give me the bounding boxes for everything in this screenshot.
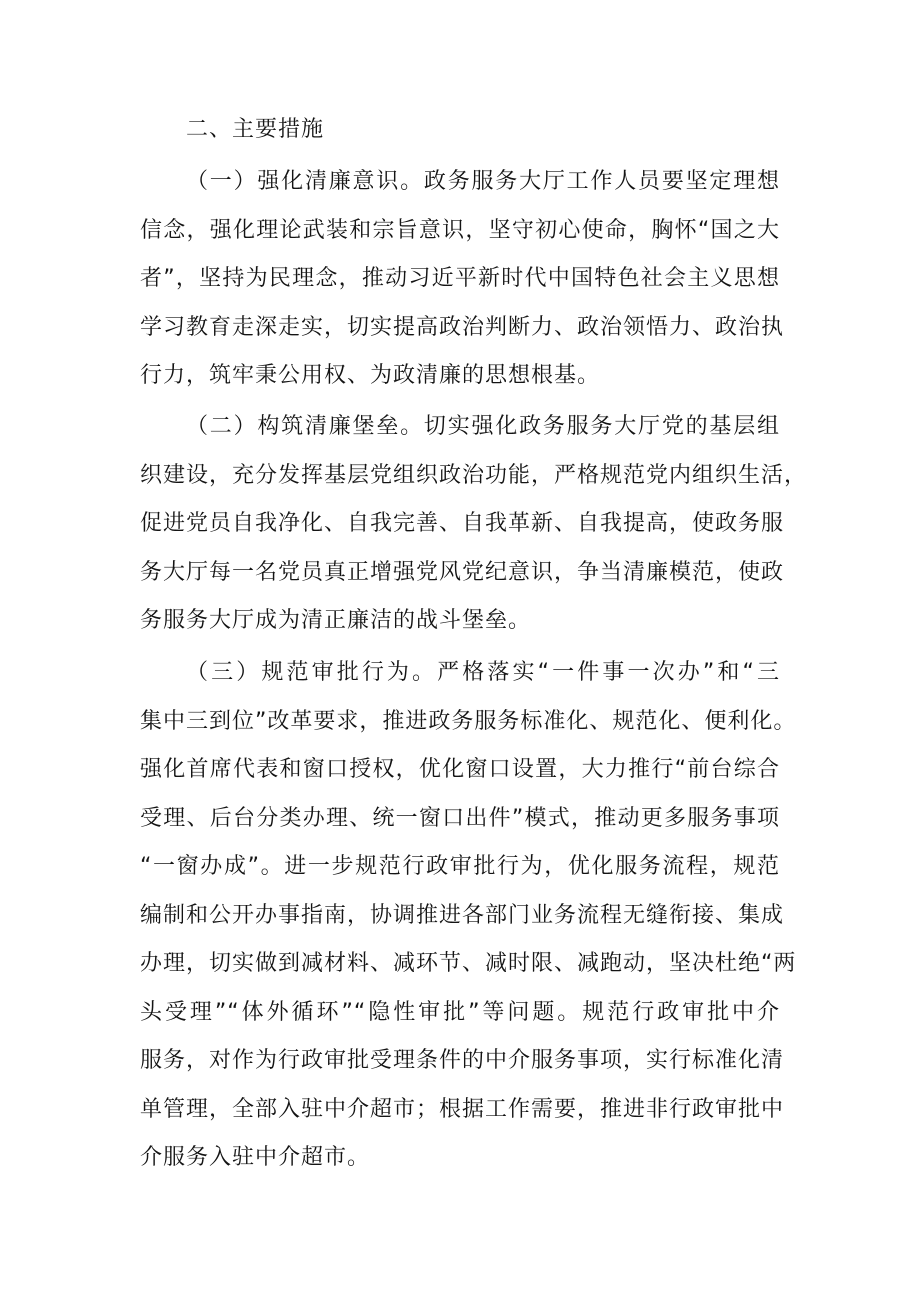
paragraph-line: 集中三到位”改革要求，推进政务服务标准化、规范化、便利化。 bbox=[140, 709, 797, 734]
paragraph-line: 促进党员自我净化、自我完善、自我革新、自我提高，使政务服 bbox=[140, 511, 785, 536]
paragraph-line: 编制和公开办事指南，协调推进各部门业务流程无缝衔接、集成 bbox=[140, 903, 785, 928]
paragraph-line: 强化首席代表和窗口授权，优化窗口设置，大力推行“前台综合 bbox=[140, 757, 780, 782]
paragraph-line: 学习教育走深走实，切实提高政治判断力、政治领悟力、政治执 bbox=[140, 315, 785, 340]
paragraph-line: 行力，筑牢秉公用权、为政清廉的思想根基。 bbox=[140, 363, 601, 388]
paragraph-line: 服务，对作为行政审批受理条件的中介服务事项，实行标准化清 bbox=[140, 1048, 785, 1073]
paragraph-line: 信念，强化理论武装和宗旨意识，坚守初心使命，胸怀“国之大 bbox=[140, 218, 780, 243]
paragraph-line: （三）规范审批行为。严格落实“一件事一次办”和“三 bbox=[186, 660, 780, 685]
paragraph-line: （二）构筑清廉堡垒。切实强化政务服务大厅党的基层组 bbox=[186, 414, 780, 439]
paragraph-line: 头受理”“体外循环”“隐性审批”等问题。规范行政审批中介 bbox=[140, 1000, 780, 1025]
paragraph-line: 织建设，充分发挥基层党组织政治功能，严格规范党内组织生活， bbox=[140, 463, 808, 488]
paragraph-line: 办理，切实做到减材料、减环节、减时限、减跑动，坚决杜绝“两 bbox=[140, 951, 797, 976]
paragraph-line: 者”，坚持为民理念，推动习近平新时代中国特色社会主义思想 bbox=[140, 266, 780, 291]
paragraph-line: （一）强化清廉意识。政务服务大厅工作人员要坚定理想 bbox=[186, 169, 780, 194]
paragraph-line: “一窗办成”。进一步规范行政审批行为，优化服务流程，规范 bbox=[140, 854, 780, 879]
paragraph-line: 介服务入驻中介超市。 bbox=[140, 1145, 371, 1170]
paragraph-line: 务大厅每一名党员真正增强党风党纪意识，争当清廉模范，使政 bbox=[140, 560, 785, 585]
section-heading: 二、主要措施 bbox=[186, 117, 325, 142]
paragraph-line: 务服务大厅成为清正廉洁的战斗堡垒。 bbox=[140, 608, 532, 633]
paragraph-line: 单管理，全部入驻中介超市；根据工作需要，推进非行政审批中 bbox=[140, 1097, 785, 1122]
paragraph-line: 受理、后台分类办理、统一窗口出件”模式，推动更多服务事项 bbox=[140, 806, 780, 831]
